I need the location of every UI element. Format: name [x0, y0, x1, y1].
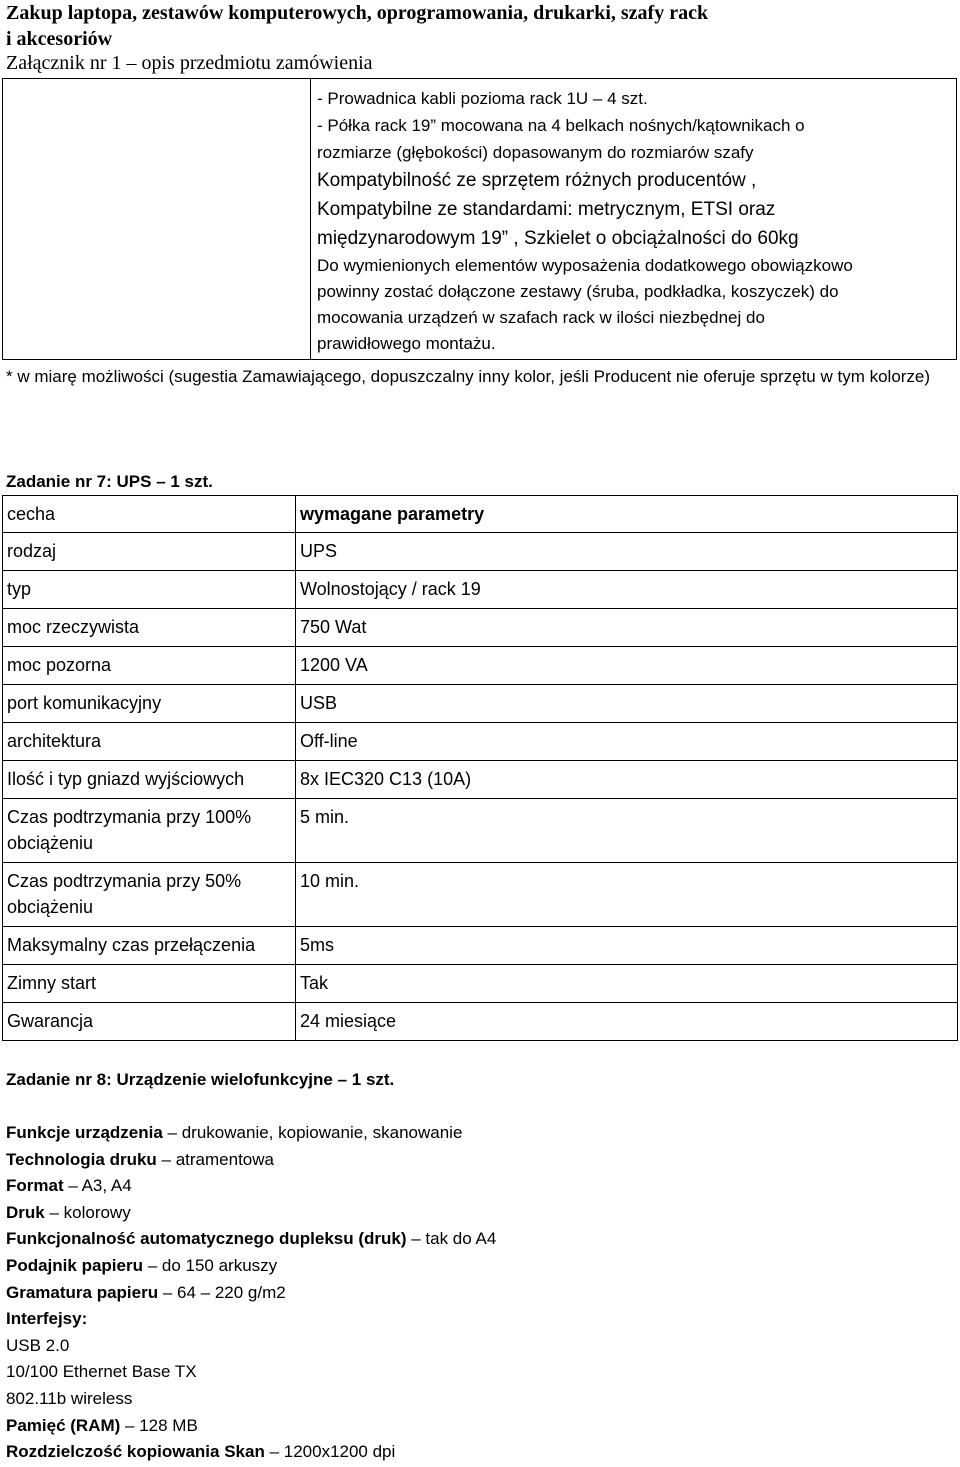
rack-line: międzynarodowym 19” , Szkielet o obciążalności do 60kg — [317, 228, 799, 249]
spec-value: 10/100 Ethernet Base TX — [6, 1362, 197, 1382]
table-header-row — [3, 496, 958, 533]
rack-line: Kompatybilne ze standardami: metrycznym, ETSI oraz — [317, 199, 776, 220]
spec-value: – 64 – 220 g/m2 — [158, 1282, 286, 1302]
spec-value: – kolorowy — [44, 1202, 131, 1222]
spec-label: Pamięć (RAM) — [6, 1415, 121, 1435]
list-item — [6, 1120, 496, 1147]
cell-feature: rodzaj — [3, 533, 296, 571]
list-item — [6, 1386, 496, 1413]
cell-value: 5ms — [296, 927, 958, 965]
list-item — [6, 1200, 496, 1227]
cell-value: 5 min. — [296, 799, 958, 863]
spec-label: Funkcje urządzenia — [6, 1123, 163, 1142]
rack-line: powinny zostać dołączone zestawy (śruba, podkładka, koszyczek) do — [317, 282, 839, 301]
table-row — [3, 533, 958, 571]
cell-feature: port komunikacyjny — [3, 685, 296, 723]
table-row — [3, 965, 958, 1003]
spec-value: – drukowanie, kopiowanie, skanowanie — [162, 1123, 463, 1142]
rack-line: Kompatybilność ze sprzętem różnych producentów , — [317, 170, 757, 191]
document-subtitle: Załącznik nr 1 – opis przedmiotu zamówienia — [6, 52, 373, 74]
cell-feature: Gwarancja — [3, 1003, 296, 1041]
cell-feature: moc pozorna — [3, 647, 296, 685]
spec-label: Interfejsy: — [6, 1309, 88, 1329]
rack-line: Do wymienionych elementów wyposażenia dodatkowego obowiązkowo — [317, 256, 853, 275]
spec-value: 802.11b wireless — [6, 1388, 133, 1408]
spec-label: Rozdzielczość kopiowania Skan — [6, 1442, 265, 1462]
cell-feature: Zimny start — [3, 965, 296, 1003]
cell-feature: Czas podtrzymania przy 50% obciążeniu — [3, 863, 296, 927]
cell-value: Wolnostojący / rack 19 — [296, 571, 958, 609]
document-title-line-2: i akcesoriów — [6, 28, 113, 50]
cell-feature: Ilość i typ gniazd wyjściowych — [3, 761, 296, 799]
table-row — [3, 863, 958, 927]
spec-label: Gramatura papieru — [6, 1282, 159, 1302]
cell-value: Off-line — [296, 723, 958, 761]
cell-value: 1200 VA — [296, 647, 958, 685]
cell-feature: moc rzeczywista — [3, 609, 296, 647]
table-row — [3, 609, 958, 647]
mfd-spec-list — [6, 1120, 496, 1466]
table-row — [3, 571, 958, 609]
header-cecha: cecha — [3, 496, 296, 533]
spec-label: Druk — [6, 1202, 45, 1222]
ups-spec-table — [2, 495, 958, 1041]
rack-line: mocowania urządzeń w szafach rack w ilości niezbędnej do — [317, 308, 765, 327]
spec-value: – A3, A4 — [63, 1176, 132, 1196]
color-footnote: * w miarę możliwości (sugestia Zamawiającego, dopuszczalny inny kolor, jeśli Producent nie oferuje sprzętu w tym kolorze) — [6, 367, 931, 386]
spec-value: – do 150 arkuszy — [142, 1255, 278, 1275]
cell-feature: Maksymalny czas przełączenia — [3, 927, 296, 965]
table-row — [3, 1003, 958, 1041]
list-item — [6, 1333, 496, 1360]
spec-value: – 1200x1200 dpi — [264, 1442, 396, 1462]
cell-value: UPS — [296, 533, 958, 571]
list-item — [6, 1147, 496, 1174]
spec-value: USB 2.0 — [6, 1335, 70, 1355]
rack-line: - Prowadnica kabli pozioma rack 1U – 4 szt. — [317, 89, 648, 108]
document-title-line-1: Zakup laptopa, zestawów komputerowych, oprogramowania, drukarki, szafy rack — [6, 2, 709, 24]
rack-line: rozmiarze (głębokości) dopasowanym do rozmiarów szafy — [317, 143, 754, 162]
list-item — [6, 1226, 496, 1253]
list-item — [6, 1306, 496, 1333]
table-row — [3, 761, 958, 799]
table-divider — [310, 79, 311, 359]
spec-value: – atramentowa — [156, 1149, 274, 1169]
spec-label: Technologia druku — [6, 1149, 157, 1169]
header-parametry: wymagane parametry — [296, 496, 958, 533]
cell-value: USB — [296, 685, 958, 723]
spec-label: Format — [6, 1176, 64, 1196]
cell-value: 10 min. — [296, 863, 958, 927]
cell-value: Tak — [296, 965, 958, 1003]
cell-value: 8x IEC320 C13 (10A) — [296, 761, 958, 799]
list-item — [6, 1173, 496, 1200]
spec-label: Podajnik papieru — [6, 1255, 143, 1275]
rack-accessories-cell — [317, 85, 957, 357]
spec-label: Funkcjonalność automatycznego dupleksu (druk) — [6, 1229, 407, 1249]
table-row — [3, 799, 958, 863]
list-item — [6, 1413, 496, 1440]
rack-accessories-table — [2, 78, 957, 360]
list-item — [6, 1253, 496, 1280]
list-item — [6, 1359, 496, 1386]
cell-value: 24 miesiące — [296, 1003, 958, 1041]
list-item — [6, 1439, 496, 1466]
ups-section-title: Zadanie nr 7: UPS – 1 szt. — [6, 472, 213, 491]
cell-feature: typ — [3, 571, 296, 609]
rack-line: prawidłowego montażu. — [317, 334, 496, 353]
cell-feature: architektura — [3, 723, 296, 761]
cell-value: 750 Wat — [296, 609, 958, 647]
mfd-section-title: Zadanie nr 8: Urządzenie wielofunkcyjne – 1 szt. — [6, 1070, 395, 1089]
spec-value: – tak do A4 — [406, 1229, 497, 1249]
list-item — [6, 1280, 496, 1307]
document-title — [6, 0, 708, 52]
table-row — [3, 723, 958, 761]
spec-value: – 128 MB — [120, 1415, 198, 1435]
rack-line: - Półka rack 19” mocowana na 4 belkach nośnych/kątownikach o — [317, 116, 805, 135]
table-row — [3, 685, 958, 723]
cell-feature: Czas podtrzymania przy 100% obciążeniu — [3, 799, 296, 863]
table-row — [3, 647, 958, 685]
table-row — [3, 927, 958, 965]
